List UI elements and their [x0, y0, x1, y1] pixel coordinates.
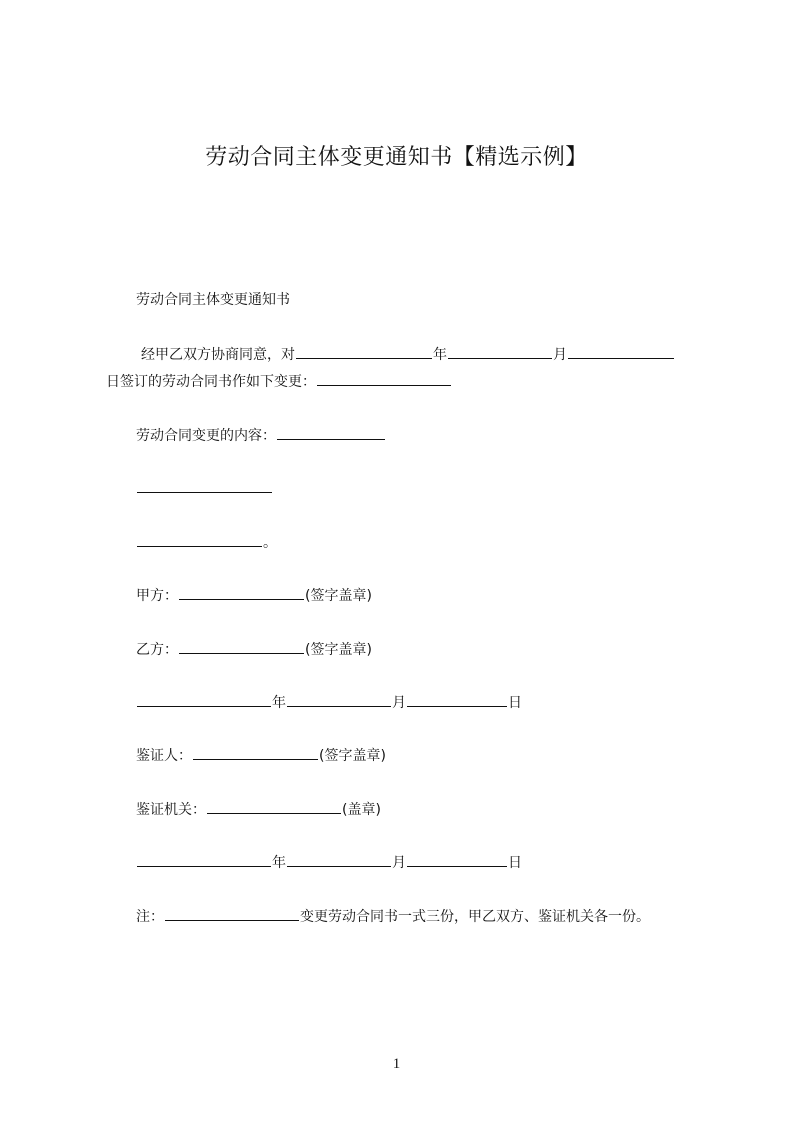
blank-field[interactable]	[179, 585, 304, 600]
blank-field[interactable]	[317, 371, 451, 386]
blank-field[interactable]	[407, 852, 507, 867]
year-label: 年	[272, 695, 286, 711]
note-line	[136, 906, 650, 927]
day-label: 日	[508, 855, 522, 871]
blank-field[interactable]	[448, 344, 552, 359]
party-a-line	[136, 585, 372, 606]
blank-field[interactable]	[287, 692, 391, 707]
sign-seal-note: (签字盖章)	[305, 642, 372, 658]
paragraph-line-2	[106, 371, 452, 392]
date-line-1	[136, 692, 522, 713]
witness-label: 鉴证人：	[136, 748, 192, 764]
witness-org-label: 鉴证机关：	[136, 802, 206, 818]
blank-field[interactable]	[137, 692, 271, 707]
paragraph-line-1	[141, 344, 675, 365]
blank-field[interactable]	[568, 344, 674, 359]
paragraph-intro: 经甲乙双方协商同意，对	[141, 347, 295, 363]
blank-field[interactable]	[137, 532, 262, 547]
note-label: 注：	[136, 909, 164, 925]
content-blank-line-end	[136, 532, 277, 553]
document-title: 劳动合同主体变更通知书【精选示例】	[205, 145, 588, 170]
month-label: 月	[553, 347, 567, 363]
content-line	[136, 425, 386, 446]
blank-field[interactable]	[193, 745, 318, 760]
sign-seal-note: (签字盖章)	[305, 588, 372, 604]
sign-seal-note: (签字盖章)	[319, 748, 386, 764]
section-heading: 劳动合同主体变更通知书	[136, 292, 290, 308]
party-b-line	[136, 639, 372, 660]
blank-field[interactable]	[296, 344, 432, 359]
blank-field[interactable]	[165, 906, 299, 921]
party-b-label: 乙方：	[136, 642, 178, 658]
date-line-2	[136, 852, 522, 873]
blank-field[interactable]	[287, 852, 391, 867]
year-label: 年	[272, 855, 286, 871]
blank-field[interactable]	[179, 639, 304, 654]
blank-field[interactable]	[277, 425, 385, 440]
signed-date-text: 日签订的劳动合同书作如下变更：	[106, 374, 316, 390]
content-label: 劳动合同变更的内容：	[136, 428, 276, 444]
witness-org-line	[136, 799, 381, 820]
content-blank-line	[136, 478, 273, 499]
blank-field[interactable]	[137, 852, 271, 867]
year-label: 年	[433, 347, 447, 363]
page-number: 1	[392, 1056, 401, 1072]
blank-field[interactable]	[407, 692, 507, 707]
blank-field[interactable]	[207, 799, 341, 814]
period-mark: 。	[263, 535, 277, 551]
witness-line	[136, 745, 386, 766]
party-a-label: 甲方：	[136, 588, 178, 604]
day-label: 日	[508, 695, 522, 711]
month-label: 月	[392, 855, 406, 871]
month-label: 月	[392, 695, 406, 711]
blank-field[interactable]	[137, 478, 272, 493]
note-text: 变更劳动合同书一式三份，甲乙双方、鉴证机关各一份。	[300, 909, 650, 925]
seal-note: (盖章)	[342, 802, 381, 818]
